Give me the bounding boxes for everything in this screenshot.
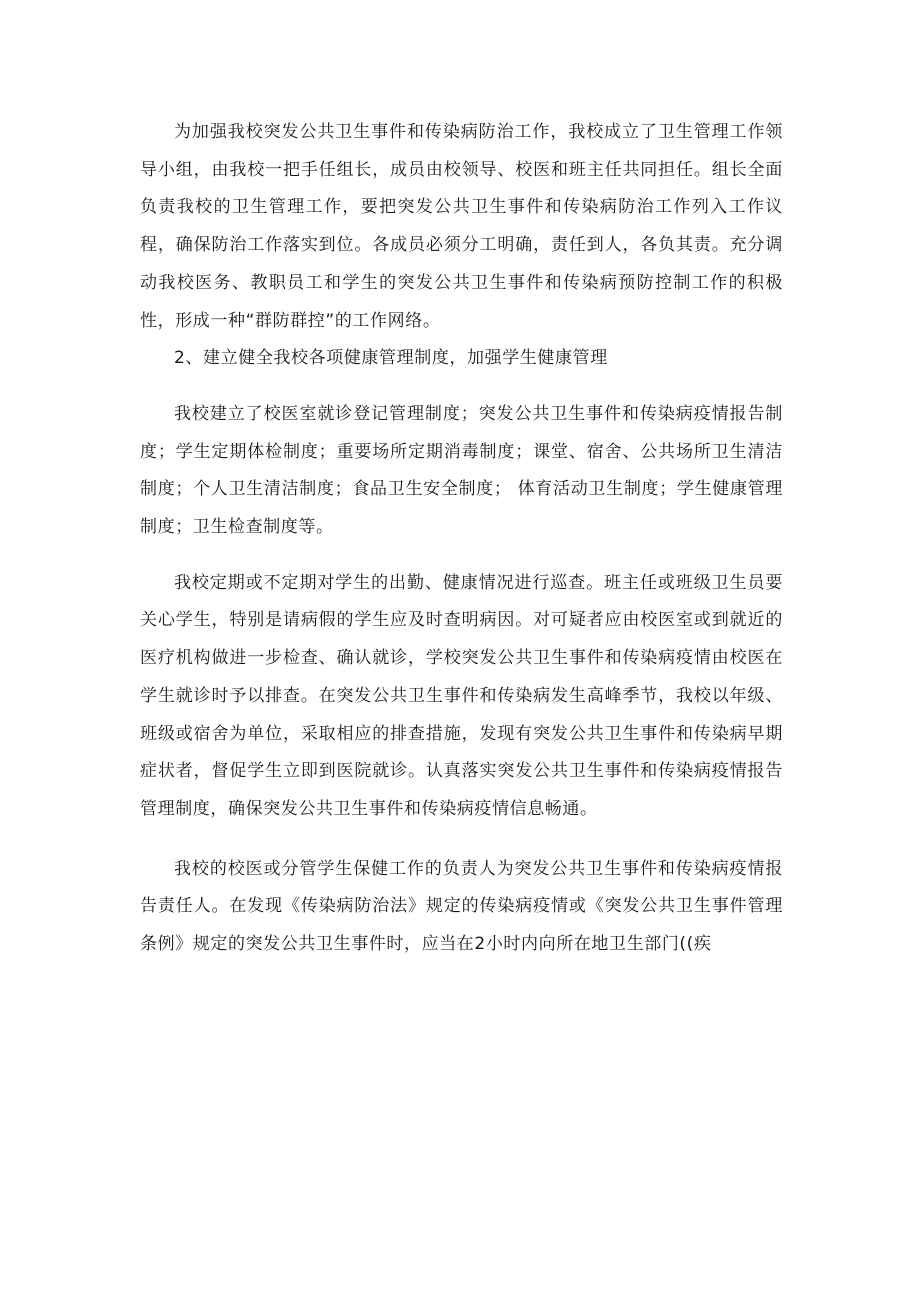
- paragraph-inspection: 我校定期或不定期对学生的出勤、健康情况进行巡查。班主任或班级卫生员要关心学生，特别是请病假的学生应及时查明病因。对可疑者应由校医室或到就近的医疗机构做进一步检查、确认就诊，学校突发公共卫生事件和传染病疫情由校医在学生就诊时予以排查。在突发公共卫生事件和传染病发生高峰季节，我校以年级、班级或宿舍为单位，采取相应的排查措施，发现有突发公共卫生事件和传染病早期症状者，督促学生立即到医院就诊。认真落实突发公共卫生事件和传染病疫情报告管理制度，确保突发公共卫生事件和传染病疫情信息畅通。: [140, 572, 783, 819]
- document-body: [140, 114, 783, 964]
- paragraph-health-systems: 我校建立了校医室就诊登记管理制度；突发公共卫生事件和传染病疫情报告制度；学生定期体检制度；重要场所定期消毒制度；课堂、宿舍、公共场所卫生清洁制度；个人卫生清洁制度；食品卫生安全制度； 体育活动卫生制度；学生健康管理制度；卫生检查制度等。: [140, 403, 783, 538]
- paragraph-reporting: 我校的校医或分管学生保健工作的负责人为突发公共卫生事件和传染病疫情报告责任人。在发现《传染病防治法》规定的传染病疫情或《突发公共卫生事件管理条例》规定的突发公共卫生事件时，应当在2小时内向所在地卫生部门((疾: [140, 858, 783, 955]
- paragraph-leadership-group: 为加强我校突发公共卫生事件和传染病防治工作，我校成立了卫生管理工作领导小组，由我校一把手任组长，成员由校领导、校医和班主任共同担任。组长全面负责我校的卫生管理工作，要把突发公共卫生事件和传染病防治工作列入工作议程，确保防治工作落实到位。各成员必须分工明确，责任到人，各负其责。充分调动我校医务、教职员工和学生的突发公共卫生事件和传染病预防控制工作的积极性，形成一种“群防群控”的工作网络。: [140, 122, 783, 331]
- section-heading-health-management: 2、建立健全我校各项健康管理制度，加强学生健康管理: [174, 348, 608, 369]
